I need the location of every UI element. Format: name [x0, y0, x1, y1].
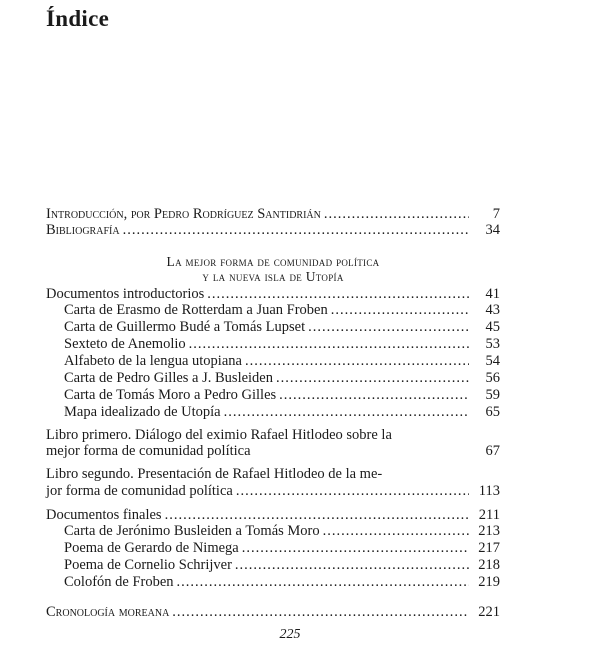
toc-entry-title: Introducción, por Pedro Rodríguez Santidrián — [46, 206, 321, 222]
toc-entry-page: 211 — [478, 507, 500, 523]
dot-leader — [279, 386, 469, 404]
toc-entry-page: 67 — [485, 443, 500, 459]
toc-entry-page: 59 — [485, 387, 500, 403]
toc-entry-libro-primero-line-1: Libro primero. Diálogo del eximio Rafael Hitlodeo sobre la — [46, 427, 392, 443]
toc-entry-page: 7 — [492, 206, 500, 222]
dot-leader — [172, 603, 469, 621]
toc-entry-title: mejor forma de comunidad política — [46, 443, 251, 459]
dot-leader — [276, 369, 469, 387]
toc-entry-page: 113 — [478, 483, 500, 499]
toc-entry-page: 217 — [478, 540, 500, 556]
toc-entry-title: Colofón de Froben — [64, 574, 174, 590]
dot-leader — [224, 403, 469, 421]
toc-entry-title: Sexteto de Anemolio — [64, 336, 186, 352]
dot-leader — [177, 573, 469, 591]
toc-entry-libro-segundo-line-1: Libro segundo. Presentación de Rafael Hitlodeo de la me- — [46, 466, 383, 482]
toc-subentry — [64, 556, 500, 574]
dot-leader — [242, 539, 469, 557]
toc-entry-page: 218 — [478, 557, 500, 573]
toc-entry-title: Carta de Guillermo Budé a Tomás Lupset — [64, 319, 306, 335]
toc-entry-page: 54 — [485, 353, 500, 369]
toc-entry-page: 221 — [478, 604, 500, 620]
toc-entry-page: 213 — [478, 523, 500, 539]
toc-subentry — [64, 539, 500, 557]
dot-leader — [323, 522, 469, 540]
toc-subentry — [64, 335, 500, 353]
toc-entry-title: Poema de Cornelio Schrijver — [64, 557, 232, 573]
toc-entry-title: Alfabeto de la lengua utopiana — [64, 353, 242, 369]
toc-subentry — [64, 573, 500, 591]
toc-entry-libro-segundo — [46, 482, 500, 500]
dot-leader — [245, 352, 469, 370]
page-number: 225 — [279, 627, 301, 642]
toc-entry-page: 53 — [485, 336, 500, 352]
dot-leader — [331, 301, 469, 319]
toc-entry-title: Bibliografía — [46, 222, 120, 238]
toc-entry-title: Cronología moreana — [46, 604, 170, 620]
toc-entry-title: Documentos introductorios — [46, 286, 205, 302]
toc-subentry — [64, 301, 500, 319]
toc-subentry — [64, 352, 500, 370]
dot-leader — [123, 221, 469, 239]
dot-leader — [189, 335, 469, 353]
toc-entry-bibliografia — [46, 221, 500, 239]
toc-entry-page: 41 — [485, 286, 500, 302]
dot-leader — [308, 318, 469, 336]
toc-entry-page: 219 — [478, 574, 500, 590]
toc-subentry — [64, 318, 500, 336]
toc-entry-page: 43 — [485, 302, 500, 318]
toc-entry-title: Carta de Tomás Moro a Pedro Gilles — [64, 387, 277, 403]
toc-entry-page: 56 — [485, 370, 500, 386]
toc-entry-cronologia — [46, 603, 500, 621]
toc-entry-title: Carta de Pedro Gilles a J. Busleiden — [64, 370, 273, 386]
section-heading-line-2: y la nueva isla de Utopía — [202, 269, 344, 284]
toc-entry-page: 65 — [485, 404, 500, 420]
toc-subentry — [64, 369, 500, 387]
toc-subentry — [64, 522, 500, 540]
toc-entry-title: Carta de Erasmo de Rotterdam a Juan Froben — [64, 302, 328, 318]
toc-entry-title: Mapa idealizado de Utopía — [64, 404, 221, 420]
toc-subentry — [64, 386, 500, 404]
toc-entry-libro-primero — [46, 442, 500, 460]
section-heading-line-1: La mejor forma de comunidad política — [166, 254, 380, 269]
toc-entry-title: Documentos finales — [46, 507, 162, 523]
toc-entry-title: Poema de Gerardo de Nimega — [64, 540, 239, 556]
toc-entry-title: jor forma de comunidad política — [46, 483, 233, 499]
toc-entry-page: 45 — [485, 319, 500, 335]
toc-entry-title: Carta de Jerónimo Busleiden a Tomás Moro — [64, 523, 320, 539]
dot-leader — [236, 482, 469, 500]
dot-leader — [235, 556, 469, 574]
page-title: Índice — [46, 6, 110, 31]
toc-entry-page: 34 — [485, 222, 500, 238]
toc-subentry — [64, 403, 500, 421]
